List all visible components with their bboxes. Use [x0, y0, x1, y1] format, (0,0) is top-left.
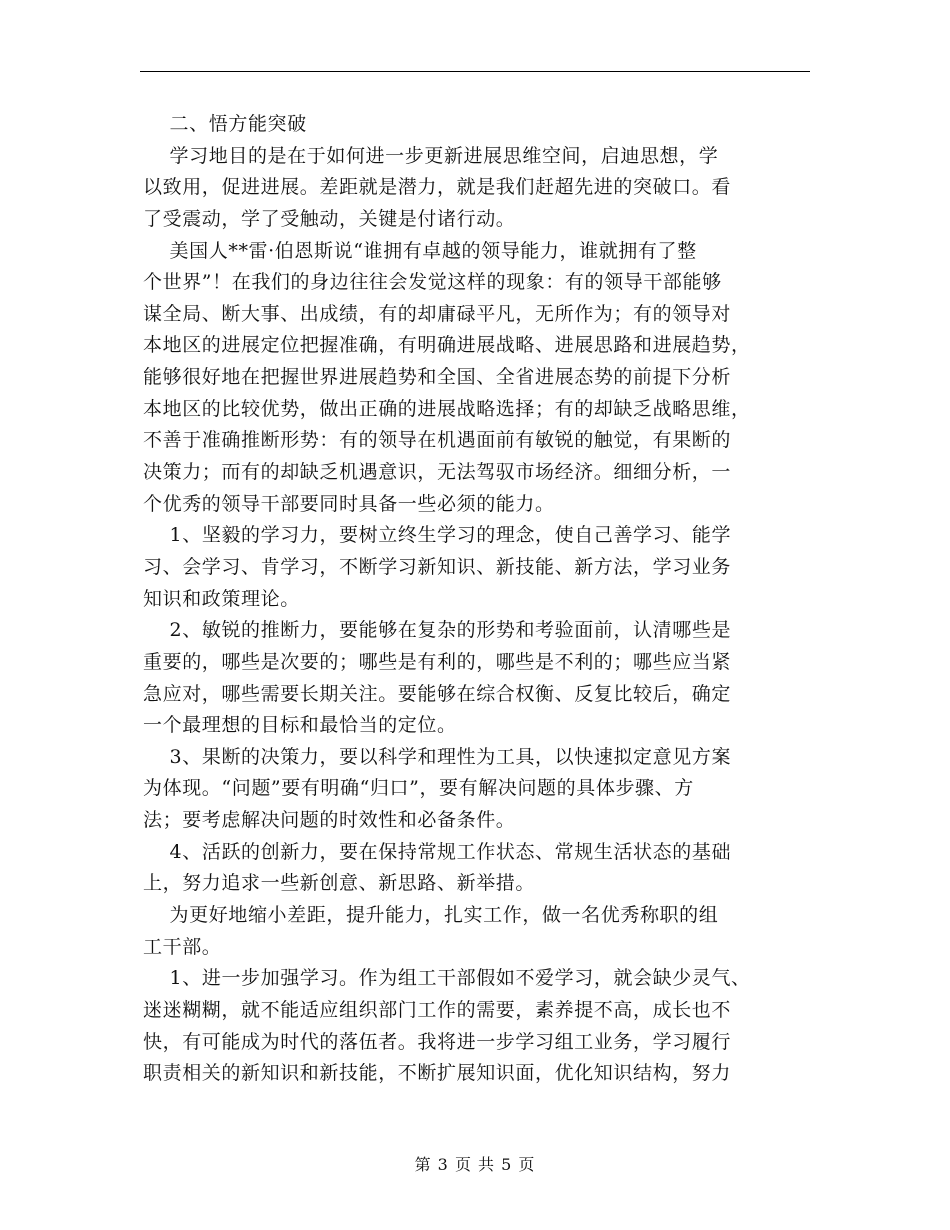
- text-line: 迷迷糊糊，就不能适应组织部门工作的需要，素养提不高，成长也不: [143, 998, 732, 1021]
- text-line: 一个最理想的目标和最恰当的定位。: [143, 714, 457, 737]
- text-line: 快，有可能成为时代的落伍者。我将进一步学习组工业务，学习履行: [143, 1030, 732, 1053]
- text-line: 1、进一步加强学习。作为组工干部假如不爱学习，就会缺少灵气、: [143, 967, 751, 990]
- header-rule: [140, 71, 810, 72]
- text-line: 知识和政策理论。: [143, 587, 300, 610]
- text-line: 4、活跃的创新力，要在保持常规工作状态、常规生活状态的基础: [143, 840, 732, 863]
- text-line: 美国人**雷·伯恩斯说“谁拥有卓越的领导能力，谁就拥有了整: [143, 239, 697, 262]
- body-text: [143, 109, 808, 1090]
- text-line: 个优秀的领导干部要同时具备一些必须的能力。: [143, 492, 555, 515]
- text-line: 本地区的比较优势，做出正确的进展战略选择；有的却缺乏战略思维，: [143, 397, 751, 420]
- text-line: 本地区的进展定位把握准确，有明确进展战略、进展思路和进展趋势，: [143, 334, 751, 357]
- page-number: 第 3 页 共 5 页: [414, 1155, 536, 1174]
- text-line: 学习地目的是在于如何进一步更新进展思维空间，启迪思想，学: [143, 144, 719, 167]
- text-line: 个世界”！在我们的身边往往会发觉这样的现象：有的领导干部能够: [143, 271, 722, 294]
- text-line: 谋全局、断大事、出成绩，有的却庸碌平凡，无所作为；有的领导对: [143, 302, 732, 325]
- text-line: 习、会学习、肯学习，不断学习新知识、新技能、新方法，学习业务: [143, 555, 732, 578]
- text-line: 急应对，哪些需要长期关注。要能够在综合权衡、反复比较后，确定: [143, 682, 732, 705]
- text-line: 1、坚毅的学习力，要树立终生学习的理念，使自己善学习、能学: [143, 524, 732, 547]
- text-line: 为更好地缩小差距，提升能力，扎实工作，做一名优秀称职的组: [143, 904, 719, 927]
- text-line: 能够很好地在把握世界进展趋势和全国、全省进展态势的前提下分析: [143, 366, 732, 389]
- text-line: 2、敏锐的推断力，要能够在复杂的形势和考验面前，认清哪些是: [143, 619, 732, 642]
- text-line: 决策力；而有的却缺乏机遇意识，无法驾驭市场经济。细细分析，一: [143, 461, 732, 484]
- text-line: 重要的，哪些是次要的；哪些是有利的，哪些是不利的；哪些应当紧: [143, 650, 732, 673]
- text-line: 工干部。: [143, 935, 222, 958]
- text-line: 二、悟方能突破: [143, 113, 307, 135]
- text-line: 不善于准确推断形势：有的领导在机遇面前有敏锐的触觉，有果断的: [143, 429, 732, 452]
- text-line: 上，努力追求一些新创意、新思路、新举措。: [143, 872, 536, 895]
- text-line: 以致用，促进进展。差距就是潜力，就是我们赶超先进的突破口。看: [143, 176, 732, 199]
- text-line: 了受震动，学了受触动，关键是付诸行动。: [143, 207, 516, 230]
- text-line: 为体现。“问题”要有明确“归口”，要有解决问题的具体步骤、方: [143, 777, 694, 800]
- text-line: 3、果断的决策力，要以科学和理性为工具，以快速拟定意见方案: [143, 745, 732, 768]
- page-footer: [0, 1152, 950, 1175]
- text-line: 法；要考虑解决问题的时效性和必备条件。: [143, 809, 516, 832]
- text-line: 职责相关的新知识和新技能，不断扩展知识面，优化知识结构，努力: [143, 1062, 732, 1085]
